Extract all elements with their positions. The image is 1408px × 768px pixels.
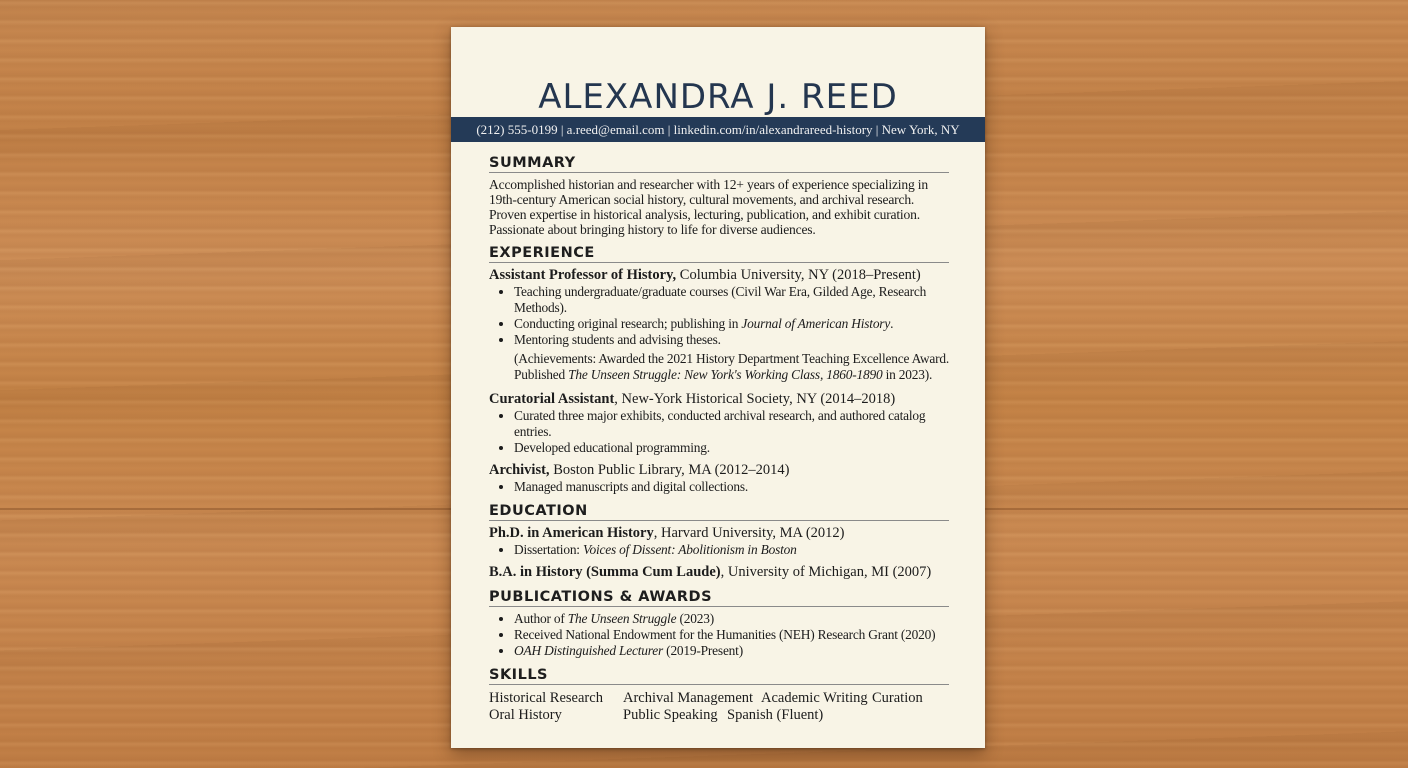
skill-item: Archival Management (623, 690, 754, 706)
list-item: • OAH Distinguished Lecturer (2019-Present) (514, 643, 949, 659)
summary-text: Accomplished historian and researcher with 12+ years of experience specializing in 19th-century American social history, cultural movements, and archival research. Proven expertise in historical analysis, lecturing, publication, and exhibit curation. Passionate about bringing history to life for diverse audiences. (489, 177, 928, 237)
list-item: • Author of The Unseen Struggle (2023) (514, 611, 949, 627)
skill-item: Spanish (Fluent) (727, 707, 824, 723)
skill-item: Oral History (489, 707, 562, 723)
job-nyhs (489, 391, 949, 408)
contact-bar: (212) 555-0199 | a.reed@email.com | linkedin.com/in/alexandrareed-history | New York, NY (451, 117, 985, 142)
list-item: • Dissertation: Voices of Dissent: Abolitionism in Boston (514, 542, 949, 558)
job-role: Archivist, (489, 462, 550, 478)
skills-heading: SKILLS (489, 667, 949, 685)
list-item: • Teaching undergraduate/graduate courses (Civil War Era, Gilded Age, Research Methods). (514, 284, 949, 316)
resume-content (489, 155, 949, 725)
degree-phd-bullets (489, 542, 949, 558)
job-columbia (489, 267, 949, 284)
job-boston-bullets (489, 479, 949, 495)
candidate-name: ALEXANDRA J. REED (538, 77, 898, 117)
skill-item: Curation (872, 690, 923, 706)
list-item: • Developed educational programming. (514, 440, 949, 456)
job-nyhs-bullets (489, 408, 949, 456)
list-item: • Received National Endowment for the Humanities (NEH) Research Grant (2020) (514, 627, 949, 643)
summary-heading: SUMMARY (489, 155, 949, 173)
degree-phd: Ph.D. in American History, Harvard University, MA (2012) (489, 525, 845, 541)
list-item: • Managed manuscripts and digital collections. (514, 479, 949, 495)
experience-heading: EXPERIENCE (489, 245, 949, 263)
publications-list (489, 611, 949, 659)
skill-item: Academic Writing (761, 690, 868, 706)
education-heading: EDUCATION (489, 503, 949, 521)
skill-item: Public Speaking (623, 707, 718, 723)
job-columbia-bullets (489, 284, 949, 348)
job-boston (489, 462, 949, 479)
skills-list (489, 689, 949, 725)
resume-page (451, 27, 985, 748)
job-org: , New-York Historical Society, NY (2014–2018) (614, 391, 896, 407)
job-org: Columbia University, NY (2018–Present) (676, 267, 921, 283)
achievements-note: (Achievements: Awarded the 2021 History Department Teaching Excellence Award. Published The Unseen Struggle: New York's Working Class, 1860-1890 in 2023). (514, 351, 949, 382)
degree-ba: B.A. in History (Summa Cum Laude), University of Michigan, MI (2007) (489, 564, 932, 580)
list-item: • Mentoring students and advising theses. (514, 332, 949, 348)
list-item: • Conducting original research; publishing in Journal of American History. (514, 316, 949, 332)
job-role: Assistant Professor of History, (489, 267, 677, 283)
publications-heading: PUBLICATIONS & AWARDS (489, 589, 949, 607)
job-org: Boston Public Library, MA (2012–2014) (549, 462, 790, 478)
list-item: • Curated three major exhibits, conducted archival research, and authored catalog entries. (514, 408, 949, 440)
job-role: Curatorial Assistant (489, 391, 615, 407)
skill-item: Historical Research (489, 690, 603, 706)
